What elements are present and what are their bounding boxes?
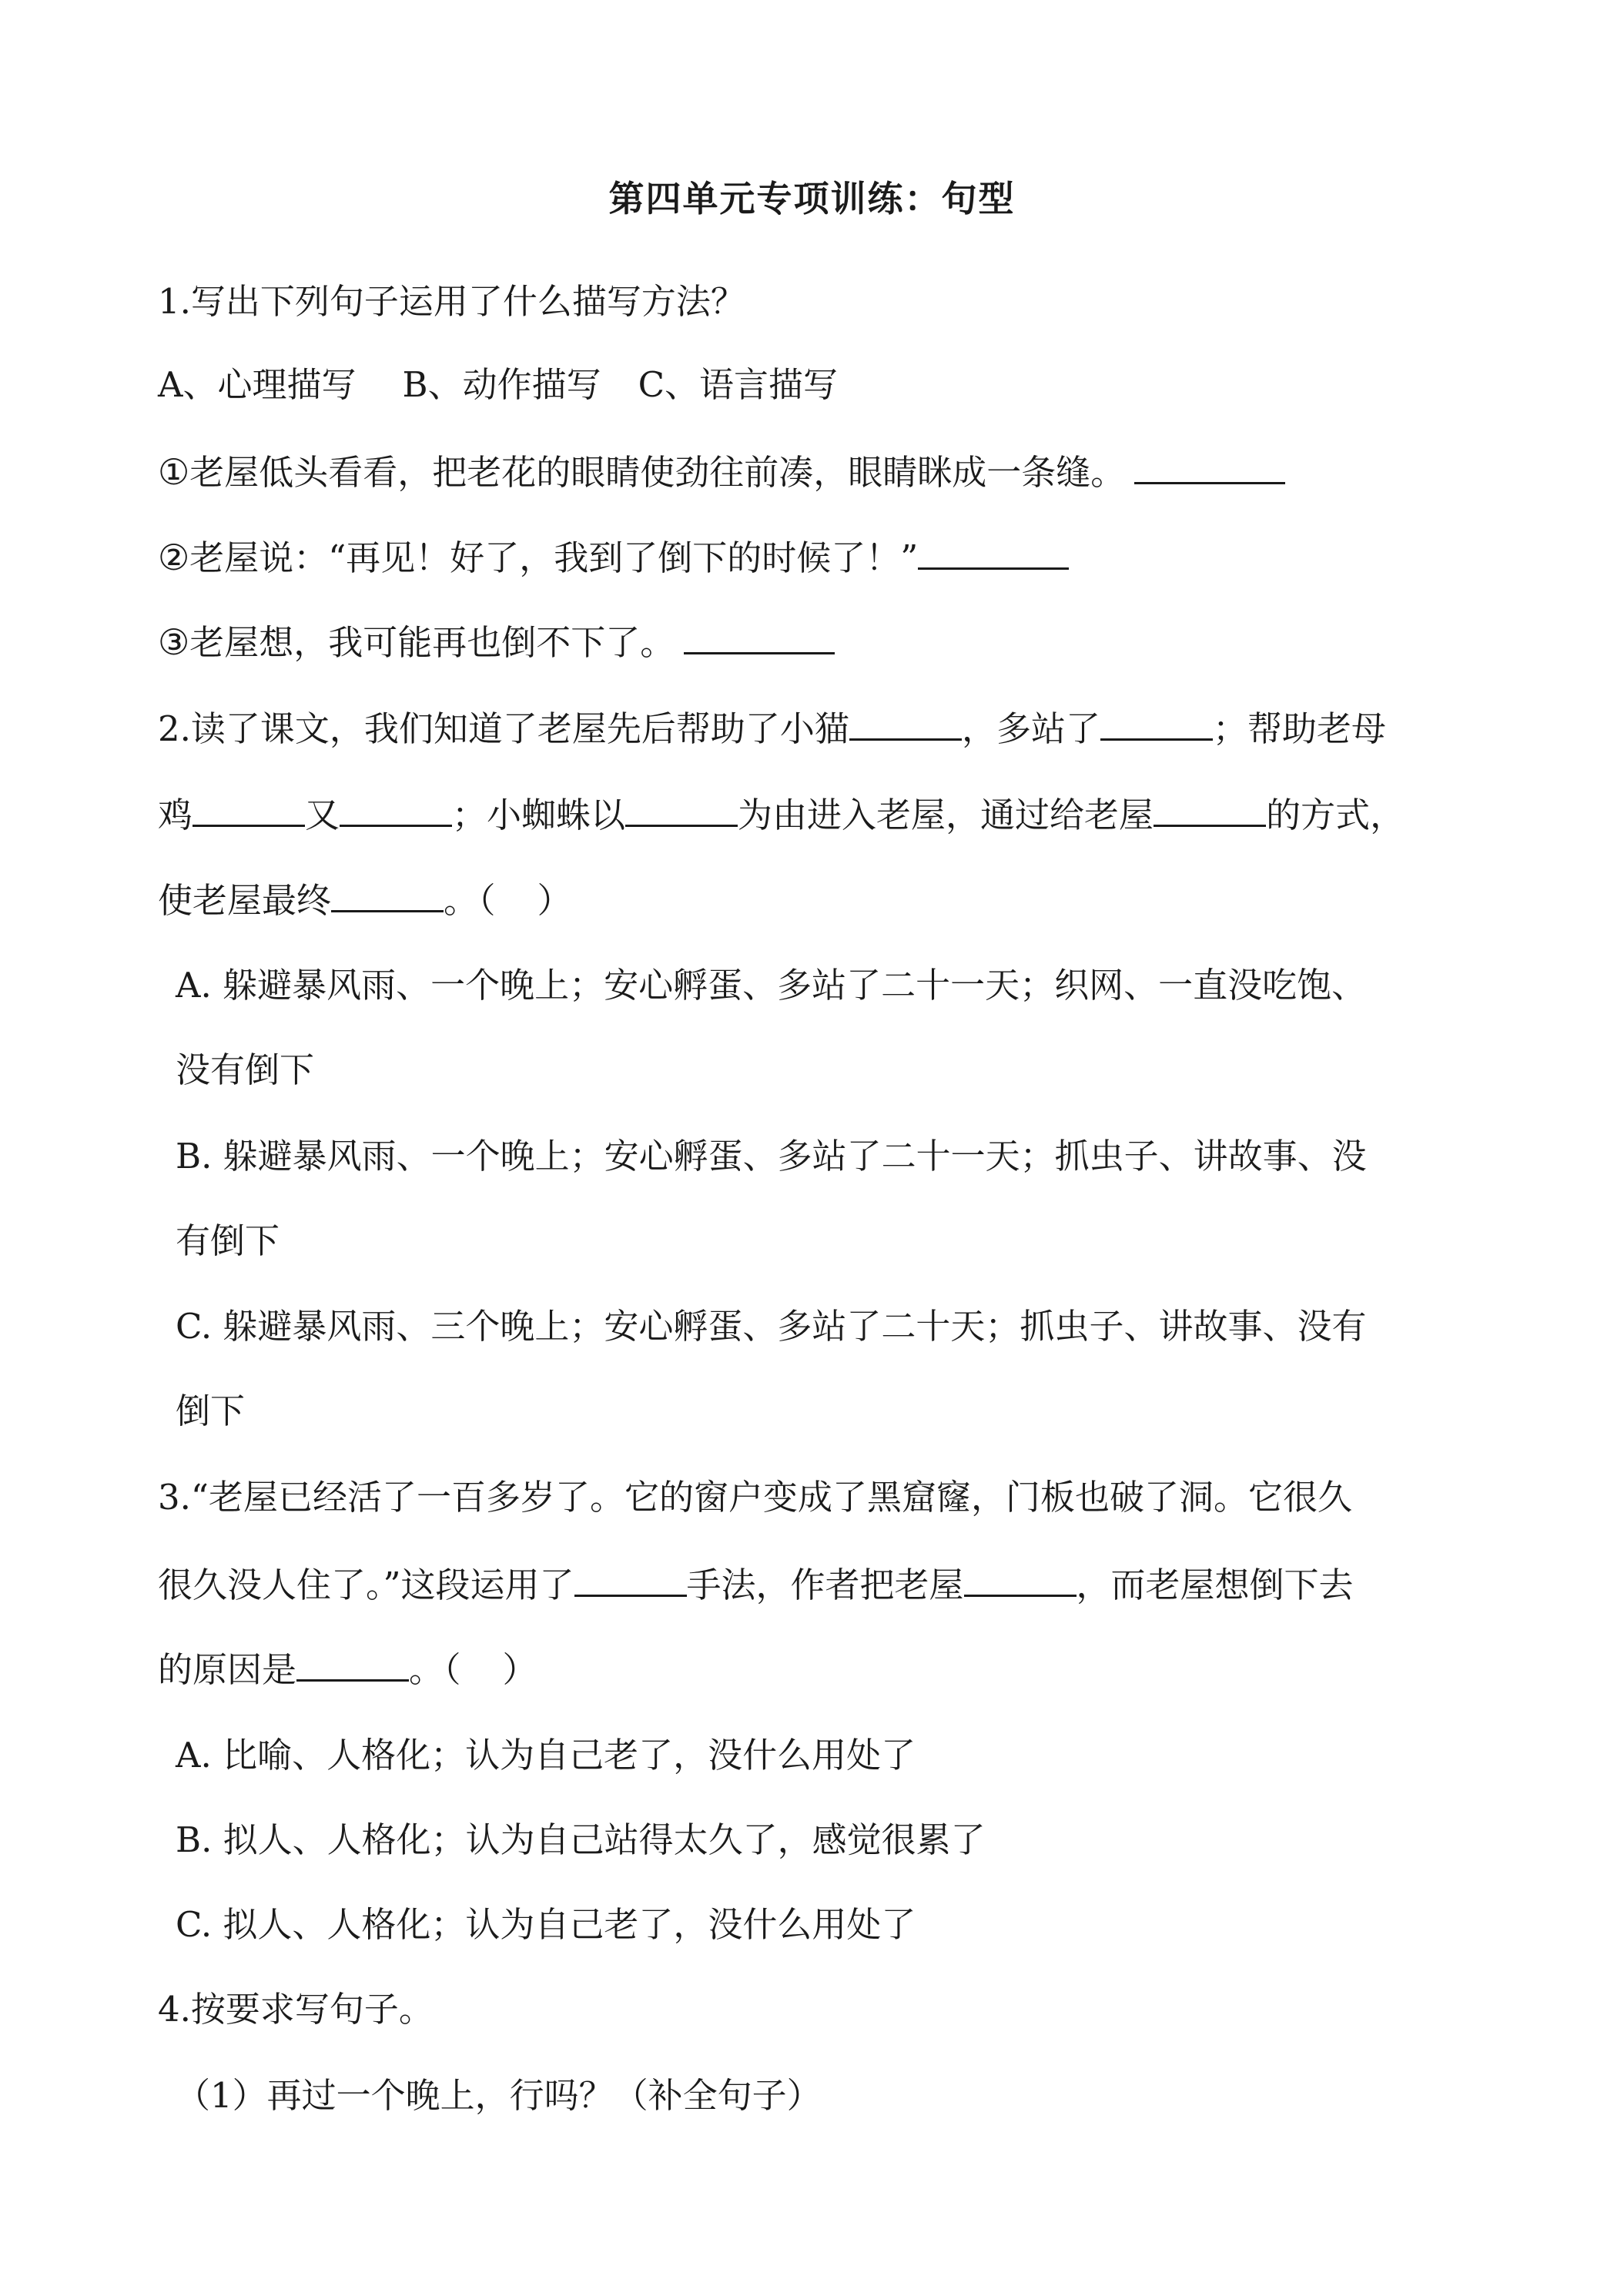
q3-option-a: A. 比喻、人格化；认为自己老了，没什么用处了 [176, 1735, 916, 1776]
q1-stem: 1.写出下列句子运用了什么描写方法？ [158, 281, 745, 322]
q3-line-1: 3.“老屋已经活了一百多岁了。它的窗户变成了黑窟窿，门板也破了洞。它很久 [158, 1477, 1352, 1518]
answer-blank[interactable] [625, 791, 738, 827]
q1-option-b: B、动作描写 [402, 364, 601, 405]
q2-text: 2.读了课文，我们知道了老屋先后帮助了小猫 [158, 708, 849, 749]
answer-blank[interactable] [918, 534, 1069, 570]
answer-blank[interactable] [964, 1561, 1077, 1597]
q2-text: 鸡 [158, 795, 193, 835]
q2-text: 又 [305, 795, 340, 835]
page-title: 第四单元专项训练：句型 [608, 178, 1016, 219]
q4-item-1: （1）再过一个晚上，行吗？（补全句子） [176, 2075, 822, 2116]
q3-text: ） [502, 1649, 537, 1690]
q3-text: 的原因是 [158, 1649, 297, 1690]
answer-blank[interactable] [296, 1645, 409, 1682]
answer-blank[interactable] [849, 705, 962, 741]
answer-blank[interactable] [1100, 705, 1213, 741]
q1-options [158, 362, 838, 408]
q2-option-c-line-2: 倒下 [176, 1391, 246, 1431]
q2-line-3 [158, 876, 572, 924]
answer-blank[interactable] [331, 876, 444, 912]
q1-option-a: A、心理描写 [158, 364, 357, 405]
q2-option-b-line-2: 有倒下 [176, 1220, 280, 1261]
q4-stem: 4.按要求写句子。 [158, 1989, 434, 2030]
q2-line-2 [158, 791, 1405, 838]
q3-text: 很久没人住了。”这段运用了 [158, 1565, 574, 1605]
q1-item-3-text: 老屋想，我可能再也倒不下了。 [189, 622, 675, 663]
q1-item-1-mark: ① [158, 451, 190, 493]
q3-option-c: C. 拟人、人格化；认为自己老了，没什么用处了 [176, 1904, 916, 1945]
q1-item-1-text: 老屋低头看看，把老花的眼睛使劲往前凑，眼睛眯成一条缝。 [189, 452, 1126, 493]
answer-blank[interactable] [1154, 791, 1266, 827]
answer-blank[interactable] [340, 791, 452, 827]
q1-item-2-mark: ② [158, 537, 190, 578]
q2-text: ） [537, 880, 572, 921]
q1-item-3 [158, 618, 835, 666]
answer-blank[interactable] [1134, 448, 1285, 484]
q3-line-2 [158, 1561, 1354, 1608]
q2-text: 的方式， [1266, 795, 1405, 835]
q3-option-b: B. 拟人、人格化；认为自己站得太久了，感觉很累了 [176, 1819, 986, 1860]
q1-item-1 [158, 448, 1285, 496]
q2-option-b-line-1: B. 躲避暴风雨、一个晚上；安心孵蛋、多站了二十一天；抓虫子、讲故事、没 [176, 1136, 1367, 1176]
q2-text: ，多站了 [961, 708, 1100, 749]
q2-text: 。（ [444, 880, 496, 921]
q1-item-2 [158, 534, 1069, 581]
q2-line-1 [158, 705, 1386, 752]
q1-option-c: C、语言描写 [638, 364, 839, 405]
q2-option-c-line-1: C. 躲避暴风雨、三个晚上；安心孵蛋、多站了二十天；抓虫子、讲故事、没有 [176, 1306, 1367, 1347]
q3-text: 。（ [409, 1649, 461, 1690]
answer-blank[interactable] [684, 618, 835, 654]
q2-option-a-line-2: 没有倒下 [176, 1049, 315, 1090]
q2-text: 使老屋最终 [158, 880, 332, 921]
answer-blank[interactable] [193, 791, 305, 827]
q2-text: ；小蜘蛛以 [452, 795, 626, 835]
q2-option-a-line-1: A. 躲避暴风雨、一个晚上；安心孵蛋、多站了二十一天；织网、一直没吃饱、 [176, 965, 1367, 1006]
q2-text: ；帮助老母 [1212, 708, 1386, 749]
q1-item-2-text: 老屋说：“再见！好了，我到了倒下的时候了！” [189, 537, 919, 578]
q1-item-3-mark: ③ [158, 621, 190, 663]
answer-blank[interactable] [574, 1561, 687, 1597]
q3-line-3 [158, 1645, 537, 1693]
q3-text: ，而老屋想倒下去 [1076, 1565, 1354, 1605]
q2-text: 为由进入老屋，通过给老屋 [738, 795, 1154, 835]
q3-text: 手法，作者把老屋 [686, 1565, 964, 1605]
